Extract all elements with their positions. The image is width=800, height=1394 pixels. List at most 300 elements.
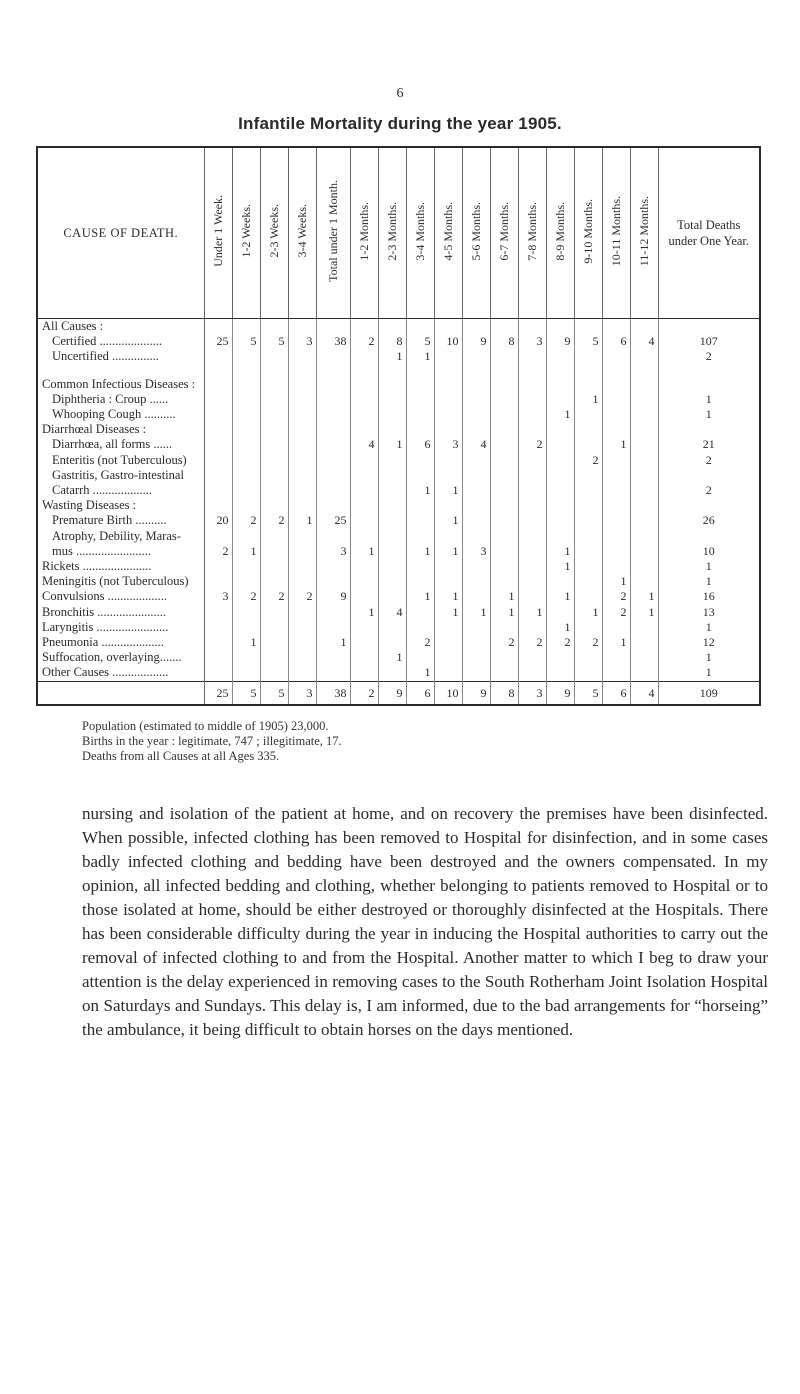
cause-label: Whooping Cough .......... [38,407,204,422]
count-cell [260,453,288,468]
cause-label: Atrophy, Debility, Maras- [38,529,204,544]
count-cell: 2 [260,589,288,604]
row-total-cell [658,422,759,437]
count-cell [602,319,630,335]
count-cell [288,453,316,468]
count-cell [490,665,518,681]
cause-label: Certified .................... [38,334,204,349]
count-cell: 1 [630,589,658,604]
count-cell: 2 [518,635,546,650]
count-cell: 2 [232,513,260,528]
count-cell [204,453,232,468]
count-cell [378,620,406,635]
row-total-cell: 1 [705,391,712,406]
count-cell [546,665,574,681]
count-cell: 8 [378,334,406,349]
age-column-header [204,148,232,319]
age-column-header [260,148,288,319]
count-cell [574,589,602,604]
count-cell [630,559,658,574]
footnote-births: Births in the year : legitimate, 747 ; illegitimate, 17. [82,734,342,748]
age-column-header [546,148,574,319]
count-cell [316,665,350,681]
row-total-cell: 12 [702,635,715,650]
count-cell: 2 [546,635,574,650]
count-cell [490,377,518,392]
count-cell [350,650,378,665]
count-cell [232,483,260,498]
count-cell [350,665,378,681]
count-cell [204,574,232,589]
footnotes [82,719,762,764]
count-cell [350,407,378,422]
count-cell [204,349,232,364]
column-total-cell: 2 [350,681,378,704]
count-cell [232,468,260,483]
table-row [38,319,759,335]
count-cell [546,349,574,364]
cause-label: Gastritis, Gastro-intestinal [38,468,204,483]
count-cell [406,574,434,589]
count-cell [574,468,602,483]
count-cell [204,407,232,422]
count-cell [574,620,602,635]
age-column-header [434,148,462,319]
age-column-label: 3-4 Weeks. [294,204,309,258]
table-row [38,392,759,407]
count-cell: 2 [602,605,630,620]
count-cell: 1 [406,349,434,364]
count-cell [260,468,288,483]
count-cell [288,650,316,665]
count-cell [316,529,350,544]
count-cell: 4 [378,605,406,620]
count-cell [204,498,232,513]
count-cell [546,513,574,528]
count-cell [204,319,232,335]
count-cell [260,650,288,665]
count-cell [260,529,288,544]
count-cell: 1 [434,513,462,528]
count-cell [260,544,288,559]
count-cell: 1 [462,605,490,620]
count-cell: 1 [232,635,260,650]
count-cell [462,620,490,635]
count-cell: 2 [232,589,260,604]
count-cell [288,377,316,392]
count-cell [602,483,630,498]
count-cell [350,513,378,528]
table-row [38,334,759,349]
count-cell [462,422,490,437]
count-cell [630,453,658,468]
count-cell [490,392,518,407]
column-total-cell: 25 [204,681,232,704]
count-cell [518,483,546,498]
count-cell: 1 [602,574,630,589]
count-cell [204,665,232,681]
count-cell [518,349,546,364]
count-cell [490,498,518,513]
count-cell [232,665,260,681]
count-cell [260,483,288,498]
count-cell [232,437,260,452]
count-cell [378,559,406,574]
count-cell [260,422,288,437]
count-cell [546,422,574,437]
count-cell [378,529,406,544]
count-cell [630,319,658,335]
count-cell: 6 [406,437,434,452]
count-cell: 1 [574,605,602,620]
row-total-cell: 1 [705,407,712,422]
count-cell: 5 [574,334,602,349]
cause-label: Pneumonia .................... [38,635,204,650]
count-cell [518,319,546,335]
count-cell [204,422,232,437]
count-cell [232,559,260,574]
count-cell [406,605,434,620]
count-cell: 3 [288,334,316,349]
count-cell: 1 [406,589,434,604]
count-cell [434,665,462,681]
count-cell: 5 [260,334,288,349]
count-cell [378,319,406,335]
count-cell [316,392,350,407]
count-cell [260,620,288,635]
count-cell [462,665,490,681]
count-cell [316,319,350,335]
age-column-header [350,148,378,319]
cause-label: Catarrh ................... [38,483,204,498]
count-cell [406,559,434,574]
count-cell [378,574,406,589]
count-cell [288,349,316,364]
count-cell [518,468,546,483]
row-total-cell: 10 [702,543,715,558]
count-cell [546,392,574,407]
count-cell [574,437,602,452]
count-cell [434,574,462,589]
footnote-population: Population (estimated to middle of 1905) 23,000. [82,719,329,733]
count-cell: 3 [434,437,462,452]
count-cell [260,319,288,335]
count-cell [204,392,232,407]
body-paragraph-text: nursing and isolation of the patient at home, and on recovery the premises have been disinfected. When possible, infected clothing has been removed to Hospital for disinfection, and in some cases badly infected clothing and bedding have been destroyed and the owners compensated. In my opinion, all infected bedding and clothing, whether belonging to patients removed to Hospital or to those isolated at home, should be either destroyed or thoroughly disinfected at the Hospitals. There has been considerable difficulty during the year in inducing the Hospital authorities to carry out the removal of infected clothing to and from the Hospital. Another matter to which I beg to draw your attention is the delay experienced in removing cases to the South Rotherham Joint Isolation Hospital on Saturdays and Sundays. This delay is, I am informed, due to the bad arrangements for “horseing” the ambulance, it being difficult to obtain horses on the days mentioned. [82,804,768,1039]
count-cell: 2 [490,635,518,650]
row-total-cell: 1 [705,665,712,680]
count-cell [350,422,378,437]
count-cell [350,483,378,498]
table-row [38,559,759,574]
count-cell [316,407,350,422]
separator-cell [316,365,350,377]
column-total-cell: 9 [546,681,574,704]
count-cell [378,468,406,483]
count-cell: 1 [316,635,350,650]
age-column-header [462,148,490,319]
footnote-deaths: Deaths from all Causes at all Ages 335. [82,749,280,763]
count-cell [406,422,434,437]
table-row [38,589,759,604]
count-cell [434,377,462,392]
count-cell: 1 [546,407,574,422]
count-cell: 1 [406,483,434,498]
count-cell [574,407,602,422]
row-total-cell: 107 [699,334,718,349]
table-row [38,453,759,468]
column-total-cell: 6 [406,681,434,704]
count-cell: 1 [630,605,658,620]
count-cell: 2 [288,589,316,604]
age-column-label: Total under 1 Month. [325,180,340,282]
count-cell [630,349,658,364]
count-cell [518,407,546,422]
separator-cell [574,365,602,377]
count-cell [406,650,434,665]
cause-label: Common Infectious Diseases : [38,377,204,392]
column-total-cell: 5 [260,681,288,704]
count-cell [490,650,518,665]
count-cell: 2 [350,334,378,349]
count-cell [350,529,378,544]
count-cell: 4 [462,437,490,452]
count-cell: 2 [260,513,288,528]
count-cell [350,589,378,604]
table-row [38,468,759,483]
count-cell [630,468,658,483]
count-cell: 1 [546,620,574,635]
count-cell [260,635,288,650]
count-cell [378,544,406,559]
count-cell [232,407,260,422]
separator-cell [434,365,462,377]
count-cell: 9 [462,334,490,349]
count-cell [434,620,462,635]
count-cell [490,407,518,422]
count-cell [630,665,658,681]
count-cell [518,665,546,681]
column-total-cell: 3 [288,681,316,704]
age-column-label: 10-11 Months. [608,195,623,267]
separator-cell [288,365,316,377]
count-cell [288,437,316,452]
count-cell [434,468,462,483]
cause-label: Diphtheria : Croup ...... [38,392,204,407]
separator-cell [462,365,490,377]
count-cell [260,574,288,589]
count-cell [630,498,658,513]
count-cell [434,650,462,665]
count-cell [546,650,574,665]
count-cell [518,377,546,392]
count-cell [630,437,658,452]
count-cell [490,349,518,364]
page-number: 6 [396,86,404,101]
count-cell [406,453,434,468]
cause-label: Wasting Diseases : [38,498,204,513]
count-cell: 1 [406,665,434,681]
count-cell: 1 [350,544,378,559]
count-cell [490,513,518,528]
count-cell [546,529,574,544]
column-total-cell: 10 [434,681,462,704]
row-total-cell [658,498,759,513]
count-cell [602,422,630,437]
count-cell [232,605,260,620]
count-cell [490,559,518,574]
count-cell [602,453,630,468]
count-cell [288,574,316,589]
count-cell [462,650,490,665]
count-cell [546,574,574,589]
separator-cell [630,365,658,377]
count-cell [518,453,546,468]
count-cell [288,392,316,407]
count-cell [288,620,316,635]
age-column-label: 2-3 Months. [384,201,399,261]
table-row [38,620,759,635]
cause-label: Bronchitis ...................... [38,605,204,620]
count-cell [260,665,288,681]
row-total-cell [658,319,759,335]
age-column-label: Under 1 Week. [210,195,225,267]
count-cell [406,377,434,392]
cause-label: Laryngitis ....................... [38,620,204,635]
count-cell: 1 [546,544,574,559]
age-column-header [490,148,518,319]
table-row [38,650,759,665]
count-cell [462,529,490,544]
count-cell [574,513,602,528]
column-total-cell: 5 [232,681,260,704]
count-cell: 25 [316,513,350,528]
count-cell [378,407,406,422]
count-cell [602,407,630,422]
count-cell [316,650,350,665]
count-cell [574,498,602,513]
count-cell [350,635,378,650]
count-cell [378,453,406,468]
table-row [38,574,759,589]
count-cell: 5 [232,334,260,349]
count-cell [378,422,406,437]
table-row [38,605,759,620]
separator-cell [406,365,434,377]
count-cell [546,468,574,483]
count-cell: 4 [630,334,658,349]
count-cell: 1 [518,605,546,620]
count-cell: 1 [232,544,260,559]
count-cell [490,453,518,468]
cause-column-header: CAUSE OF DEATH. [38,148,204,319]
count-cell [260,437,288,452]
count-cell [232,392,260,407]
count-cell [518,589,546,604]
count-cell [518,392,546,407]
count-cell [378,635,406,650]
mortality-grid [38,148,759,704]
count-cell [574,529,602,544]
count-cell: 3 [462,544,490,559]
count-cell [288,422,316,437]
count-cell: 3 [518,334,546,349]
separator-cell [378,365,406,377]
row-total-cell: 1 [705,574,712,589]
table-row [38,407,759,422]
count-cell [316,349,350,364]
column-total-cell: 5 [574,681,602,704]
count-cell: 1 [378,650,406,665]
count-cell [316,559,350,574]
separator-cell [38,365,204,377]
separator-cell [350,365,378,377]
count-cell [574,574,602,589]
count-cell: 1 [288,513,316,528]
count-cell: 2 [574,453,602,468]
cause-label: Diarrhœa, all forms ...... [38,437,204,452]
count-cell [490,468,518,483]
count-cell [406,392,434,407]
table-row [38,544,759,559]
count-cell [602,377,630,392]
count-cell [434,319,462,335]
count-cell [518,559,546,574]
table-row [38,422,759,437]
count-cell: 1 [602,437,630,452]
count-cell [288,635,316,650]
cause-label: Suffocation, overlaying....... [38,650,204,665]
age-column-label: 3-4 Months. [412,201,427,261]
age-column-header [378,148,406,319]
table-row [38,665,759,681]
count-cell: 20 [204,513,232,528]
count-cell [602,620,630,635]
row-separator [38,365,759,377]
column-total-cell: 9 [378,681,406,704]
count-cell [204,529,232,544]
count-cell [288,319,316,335]
age-column-header [232,148,260,319]
count-cell [378,498,406,513]
count-cell [288,468,316,483]
cause-label: mus ........................ [38,544,204,559]
cause-label: Enteritis (not Tuberculous) [38,453,204,468]
count-cell [602,665,630,681]
age-column-header [316,148,350,319]
count-cell [574,377,602,392]
count-cell [602,468,630,483]
count-cell [378,377,406,392]
row-total-cell: 16 [702,589,715,604]
count-cell [204,650,232,665]
count-cell [204,468,232,483]
count-cell [462,468,490,483]
totals-row [38,681,759,704]
count-cell [462,635,490,650]
count-cell [434,453,462,468]
count-cell [288,605,316,620]
cause-label: Premature Birth .......... [38,513,204,528]
count-cell [546,377,574,392]
age-column-header [630,148,658,319]
count-cell [630,620,658,635]
count-cell [350,349,378,364]
count-cell [462,407,490,422]
count-cell [602,544,630,559]
count-cell [350,559,378,574]
count-cell [490,319,518,335]
